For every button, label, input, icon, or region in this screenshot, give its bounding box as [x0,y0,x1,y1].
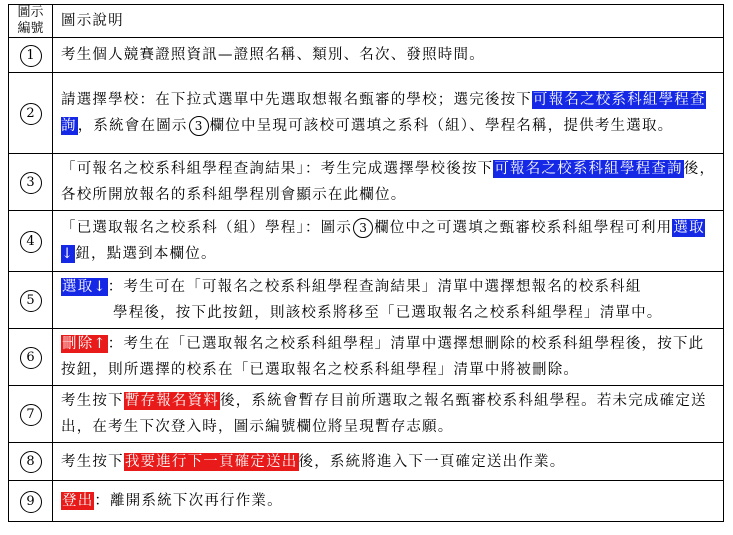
table-row [9,73,724,154]
row-description-mid: 欄位中之可選填之甄審校系科組學程可利用 [374,220,673,236]
row-description-pre: 「已選取報名之校系科（組）學程」：圖示 [61,220,353,236]
row-number-badge: 5 [20,290,42,312]
query-button-label: 可報名之校系科組學程查詢 [494,161,683,177]
table-row [9,386,724,443]
table-row [9,211,724,272]
row-number-badge: 7 [20,404,42,426]
logout-button-label: 登出 [62,493,94,509]
row-description-post: ：離開系統下次再行作業。 [94,493,283,509]
save-draft-button-label: 暫存報名資料 [124,393,220,409]
row-description-post: 後，系統會暫存目前所選取之報名甄審校系科組學程。若未完成確定送出，在考生下次登入時，圖示編號欄位將呈現暫存志願。 [61,393,707,435]
row-description-line1: ：考生可在「可報名之校系科組學程查詢結果」清單中選擇想報名的校系科組 [107,279,642,295]
legend-table [8,4,724,522]
table-row [9,481,724,522]
row-description-post: 後，各校所開放報名的系科組學程別會顯示在此欄位。 [61,161,716,203]
header-num-line2: 編號 [17,21,44,36]
row-number-badge: 2 [20,103,42,125]
row-number-badge: 4 [20,231,42,253]
row-number-badge: 1 [20,45,42,67]
table-row [9,38,724,73]
submit-next-button-label: 我要進行下一頁確定送出 [124,453,298,470]
header-num-cell [9,5,53,38]
row-description-pre: 「可報名之校系科組學程查詢結果」：考生完成選擇學校後按下 [61,161,494,177]
select-button-label: 選取↓ [62,279,107,295]
header-row [9,5,724,38]
row-number-badge: 9 [20,491,42,513]
header-desc-label: 圖示說明 [61,13,124,29]
ref-badge: 3 [353,218,373,238]
ref-badge: 3 [189,116,209,136]
row-description-post: ：考生在「已選取報名之校系科組學程」清單中選擇想刪除的校系科組學程後，按下此按鈕，則所選擇的校系在「已選取報名之校系科組學程」清單中將被刪除。 [61,336,705,378]
table-row [9,443,724,481]
row-description-pre: 請選擇學校：在下拉式選單中先選取想報名甄審的學校；選完後按下 [61,92,532,108]
row-description-mid: ，系統會在圖示 [77,118,188,134]
row-description: 考生個人競賽證照資訊—證照名稱、類別、名次、發照時間。 [61,47,485,63]
row-description-pre: 考生按下 [61,393,124,409]
row-description-post: 欄位中呈現可該校可選填之系科（組）、學程名稱，提供考生選取。 [209,118,674,134]
row-number-badge: 3 [20,172,42,194]
row-description-pre: 考生按下 [61,453,124,470]
row-description-post: 鈕，點選到本欄位。 [75,246,217,262]
row-number-badge: 8 [20,451,42,473]
header-num-line1: 圖示 [17,5,44,20]
row-description-post: 後，系統將進入下一頁確定送出作業。 [298,453,566,470]
header-desc-cell [53,5,724,38]
table-row [9,329,724,386]
delete-button-label: 刪除↑ [62,336,107,352]
row-description-line2: 學程後，按下此按鈕，則該校系將移至「已選取報名之校系科組學程」清單中。 [113,305,663,321]
table-row [9,154,724,211]
row-number-badge: 6 [20,347,42,369]
table-row [9,272,724,329]
query-button-label: 可報名之校系科組學程查詢 [61,92,706,134]
select-button-label: 選取↓ [61,220,705,262]
